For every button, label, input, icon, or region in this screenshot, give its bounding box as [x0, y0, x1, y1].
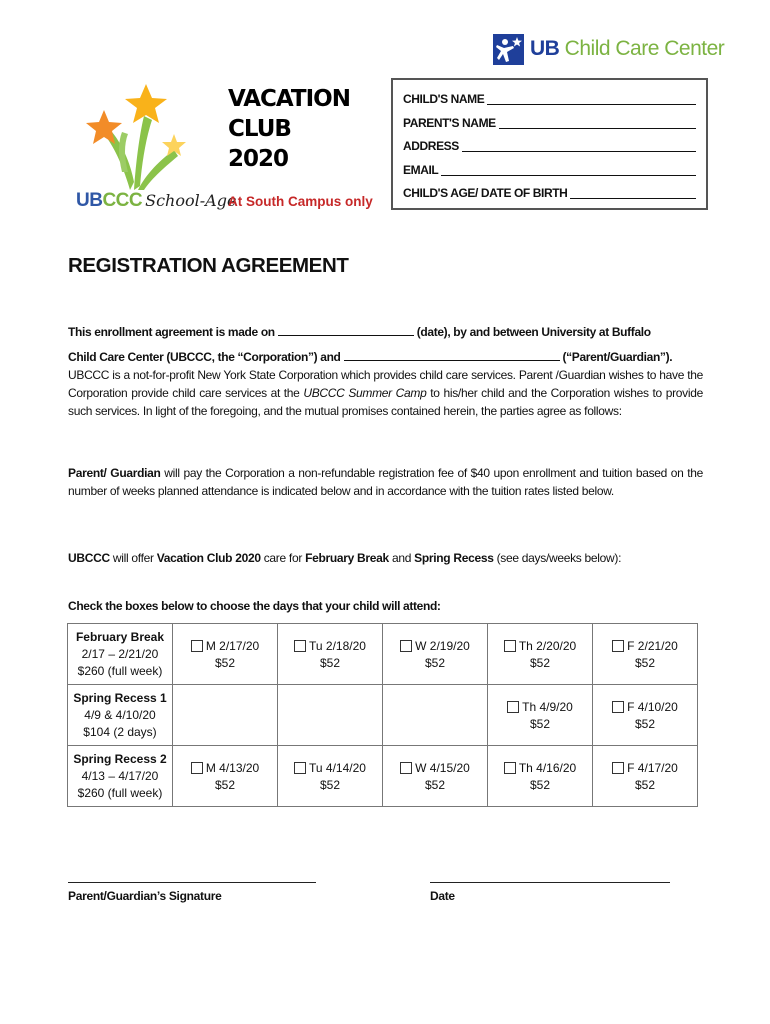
field-label: CHILD'S NAME [403, 92, 485, 106]
offer-paragraph [68, 549, 708, 567]
day-label: W 2/19/20 [415, 639, 470, 653]
preamble-text: (date), by and between University at Buffalo [413, 325, 651, 339]
table-row [68, 746, 698, 807]
day-label: Tu 2/18/20 [309, 639, 366, 653]
day-price: $52 [214, 778, 236, 792]
blank-line[interactable] [570, 182, 696, 199]
brand-name [530, 37, 724, 61]
parents-name-field[interactable] [403, 112, 696, 136]
day-price: $52 [529, 778, 551, 792]
body-text: to his/her child and the Corporation wishes to provide such services. In light of the foregoing, and the mutual promises contained herein, the parties agree as follows: [68, 386, 703, 418]
date-label: Date [430, 889, 455, 903]
program-title [228, 84, 350, 174]
day-cell[interactable] [383, 624, 488, 685]
checkbox[interactable] [612, 640, 624, 652]
checkbox[interactable] [400, 640, 412, 652]
period-cell [68, 624, 173, 685]
offer-text: will offer [109, 551, 157, 565]
checkbox[interactable] [504, 640, 516, 652]
day-cell[interactable] [173, 746, 278, 807]
logo-ub-text: UB [76, 190, 103, 211]
blank-line[interactable] [487, 88, 696, 105]
field-label: EMAIL [403, 162, 439, 177]
ub-child-care-center-logo [493, 33, 724, 65]
day-cell[interactable] [173, 624, 278, 685]
child-info-box [391, 78, 708, 210]
day-label: M 2/17/20 [205, 639, 260, 653]
day-cell[interactable] [488, 624, 593, 685]
period-name: February Break [75, 630, 165, 644]
day-price: $52 [424, 778, 446, 792]
program-title-line: VACATION [228, 86, 350, 112]
camp-name: UBCCC Summer Camp [303, 386, 427, 400]
logo-ccc-text: CCC [102, 190, 143, 211]
day-price: $52 [424, 656, 446, 670]
offer-text: and [388, 551, 415, 565]
checkbox[interactable] [400, 762, 412, 774]
offer-bold: February Break [305, 551, 389, 565]
checkbox[interactable] [294, 762, 306, 774]
day-label: Th 4/9/20 [522, 700, 573, 714]
day-cell[interactable] [593, 746, 698, 807]
stars-icon [82, 82, 202, 192]
checkbox[interactable] [612, 701, 624, 713]
day-cell[interactable] [383, 746, 488, 807]
program-title-line: CLUB [228, 116, 291, 142]
day-label: F 4/17/20 [627, 761, 678, 775]
day-price: $52 [214, 656, 236, 670]
day-price: $52 [634, 656, 656, 670]
blank-line[interactable] [441, 159, 696, 176]
day-label: Tu 4/14/20 [309, 761, 366, 775]
empty-cell [278, 685, 383, 746]
period-price: $260 (full week) [77, 664, 163, 678]
day-label: Th 2/20/20 [518, 639, 577, 653]
brand-ub-text: UB [530, 37, 560, 60]
checkbox[interactable] [504, 762, 516, 774]
empty-cell [383, 685, 488, 746]
day-price: $52 [319, 656, 341, 670]
date-line[interactable] [430, 882, 670, 883]
period-cell [68, 746, 173, 807]
table-row [68, 685, 698, 746]
brand-rest-text: Child Care Center [559, 37, 725, 60]
schedule-table [67, 623, 698, 807]
field-label: PARENT'S NAME [403, 115, 496, 130]
fee-paragraph [68, 464, 703, 500]
field-label: ADDRESS [403, 139, 459, 153]
period-name: Spring Recess 1 [73, 691, 167, 705]
email-field[interactable] [403, 159, 696, 183]
checkbox[interactable] [191, 640, 203, 652]
day-price: $52 [529, 717, 551, 731]
school-age-wordmark [76, 190, 236, 212]
preamble-text: This enrollment agreement is made on [68, 325, 278, 339]
day-price: $52 [529, 656, 551, 670]
child-figure-icon [493, 34, 524, 65]
parent-guardian-name-blank[interactable] [344, 348, 560, 361]
program-title-line: 2020 [228, 146, 289, 172]
offer-text: care for [260, 551, 306, 565]
offer-bold: Vacation Club 2020 [156, 551, 261, 565]
day-price: $52 [319, 778, 341, 792]
checkbox[interactable] [507, 701, 519, 713]
day-cell[interactable] [278, 624, 383, 685]
childs-name-field[interactable] [403, 88, 696, 112]
agreement-date-blank[interactable] [278, 323, 414, 336]
day-label: M 4/13/20 [205, 761, 260, 775]
period-name: Spring Recess 2 [73, 752, 167, 766]
agreement-body-paragraph [68, 366, 703, 420]
fee-text: will pay the Corporation a non-refundable registration fee of $40 upon enrollment and tuition based on the number of weeks planned attendance is indicated below and in accordance with the tuition rates listed below. [68, 466, 703, 498]
day-cell[interactable] [593, 685, 698, 746]
body-text: UBCCC is a not-for-profit New York State Corporation which provides child care services. Parent /Guardian wishes to have the Corporation provide child care services at the [68, 368, 703, 400]
fee-party: Parent/ Guardian [68, 466, 161, 480]
checkbox[interactable] [191, 762, 203, 774]
period-dates: 4/13 – 4/17/20 [81, 769, 159, 783]
period-price: $104 (2 days) [83, 725, 157, 739]
offer-bold: UBCCC [68, 551, 110, 565]
checkbox[interactable] [612, 762, 624, 774]
check-instruction: Check the boxes below to choose the days that your child will attend: [68, 599, 441, 613]
blank-line[interactable] [499, 112, 696, 129]
day-label: F 2/21/20 [627, 639, 678, 653]
day-price: $52 [634, 778, 656, 792]
school-age-logo [72, 82, 237, 217]
checkbox[interactable] [294, 640, 306, 652]
preamble-text: (“Parent/Guardian”). [559, 350, 673, 364]
agreement-preamble [68, 320, 708, 370]
period-dates: 2/17 – 2/21/20 [81, 647, 159, 661]
day-cell[interactable] [488, 685, 593, 746]
logo-script-text: School-Age [145, 191, 237, 210]
blank-line[interactable] [462, 135, 696, 152]
period-price: $260 (full week) [77, 786, 163, 800]
table-row [68, 624, 698, 685]
period-cell [68, 685, 173, 746]
field-label: CHILD'S AGE/ DATE OF BIRTH [403, 186, 568, 200]
page-title: REGISTRATION AGREEMENT [68, 254, 349, 277]
offer-bold: Spring Recess [414, 551, 494, 565]
day-cell[interactable] [278, 746, 383, 807]
period-dates: 4/9 & 4/10/20 [84, 708, 156, 722]
day-cell[interactable] [593, 624, 698, 685]
day-label: F 4/10/20 [627, 700, 678, 714]
day-cell[interactable] [488, 746, 593, 807]
signature-line[interactable] [68, 882, 316, 883]
address-field[interactable] [403, 135, 696, 159]
offer-text: (see days/weeks below): [493, 551, 622, 565]
signature-label: Parent/Guardian’s Signature [68, 889, 222, 903]
day-label: Th 4/16/20 [518, 761, 577, 775]
day-label: W 4/15/20 [415, 761, 470, 775]
campus-note: At South Campus only [228, 194, 373, 209]
age-dob-field[interactable] [403, 182, 696, 206]
preamble-text: Child Care Center (UBCCC, the “Corporation”) and [68, 350, 344, 364]
day-price: $52 [634, 717, 656, 731]
empty-cell [173, 685, 278, 746]
